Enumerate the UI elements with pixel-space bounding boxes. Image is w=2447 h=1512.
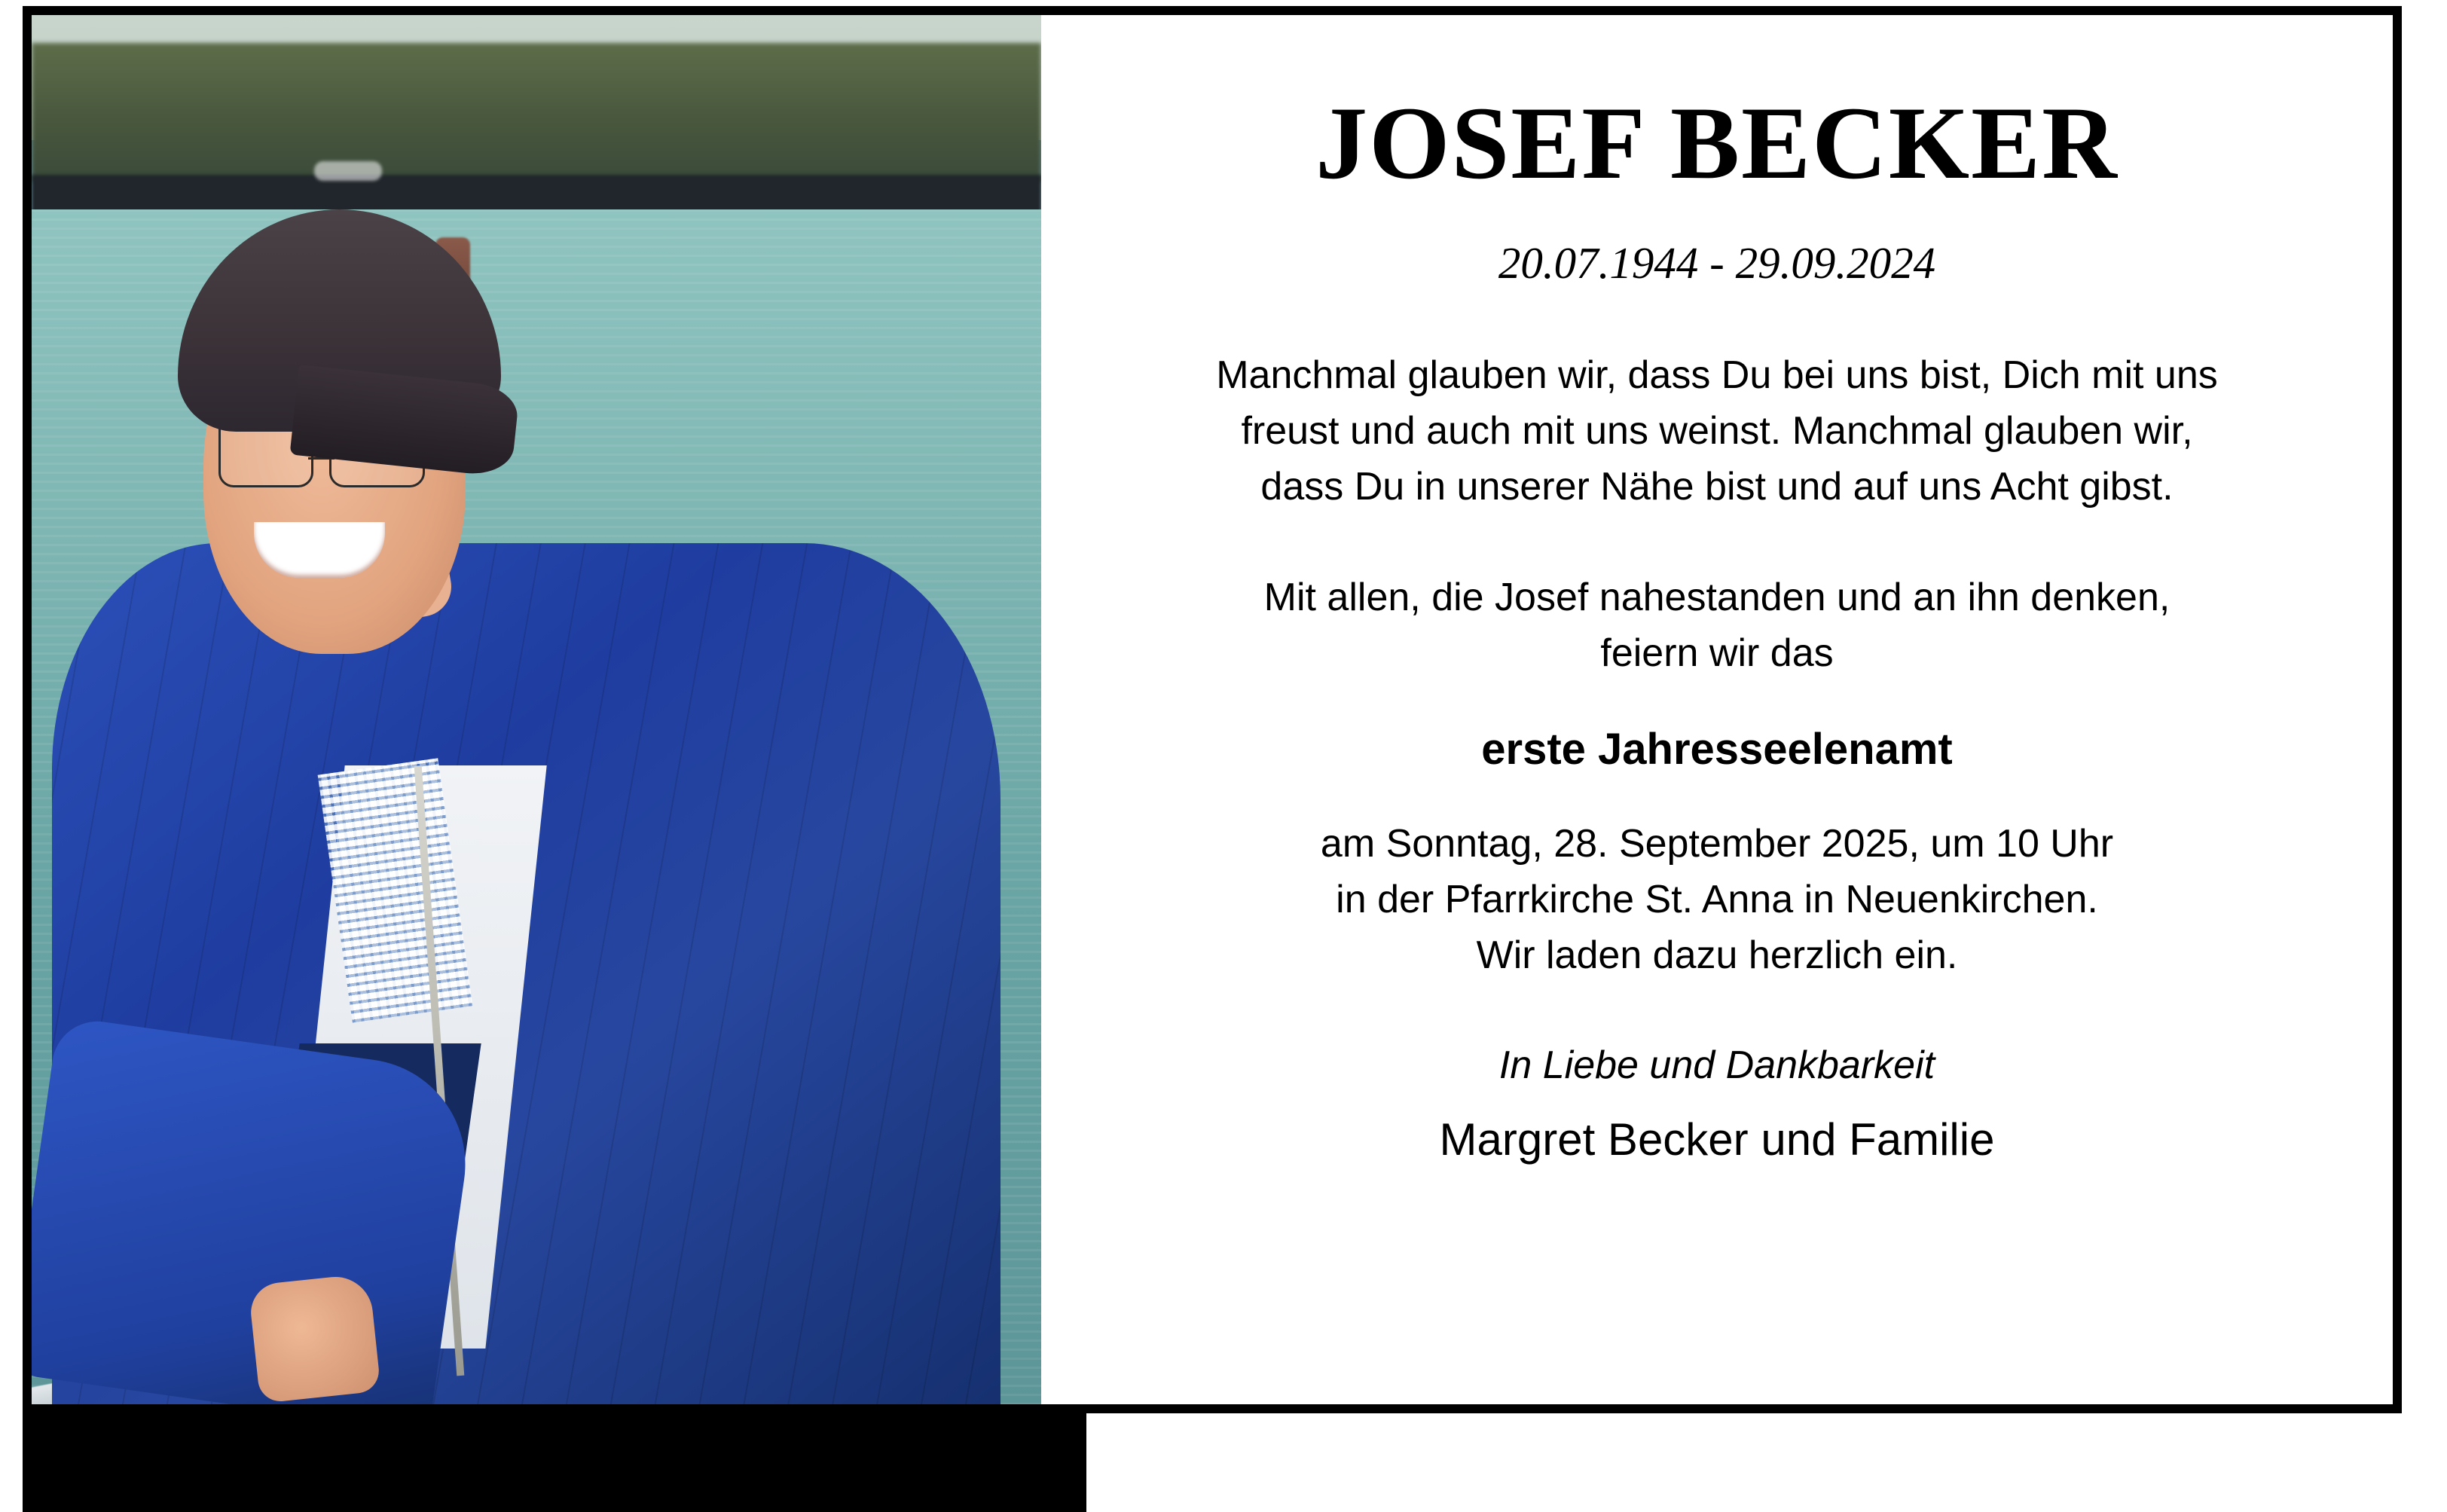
- family-signature: Margret Becker und Familie: [1439, 1113, 1995, 1165]
- memorial-verse: [1101, 348, 2332, 515]
- verse-line: Manchmal glauben wir, dass Du bei uns bist, Dich mit uns: [1216, 353, 2218, 397]
- life-dates: 20.07.1944 - 29.09.2024: [1498, 237, 1936, 288]
- service-title: erste Jahresseelenamt: [1481, 725, 1953, 774]
- portrait-photo: [32, 15, 1041, 1404]
- memorial-card: [32, 15, 2393, 1404]
- service-detail-line: in der Pfarrkirche St. Anna in Neuenkirchen.: [1336, 877, 2098, 921]
- service-details: [1101, 817, 2332, 983]
- verse-line: dass Du in unserer Nähe bist und auf uns Acht gibst.: [1260, 464, 2174, 509]
- person-smile: [254, 522, 385, 578]
- memorial-card-frame: [23, 6, 2402, 1413]
- verse-line: freust und auch mit uns weinst. Manchmal glauben wir,: [1241, 408, 2193, 453]
- photo-person: [32, 15, 1041, 1404]
- invitation-line: Mit allen, die Josef nahestanden und an ihn denken,: [1263, 576, 2171, 620]
- service-detail-line: am Sonntag, 28. September 2025, um 10 Uhr: [1320, 822, 2114, 866]
- memorial-text-column: [1041, 15, 2393, 1404]
- bottom-black-band: [23, 1413, 1086, 1512]
- invitation-line: feiern wir das: [1600, 631, 1834, 676]
- person-hand: [248, 1273, 380, 1404]
- invitation-text: [1101, 570, 2332, 682]
- service-detail-line: Wir laden dazu herzlich ein.: [1476, 933, 1958, 977]
- closing-dedication: In Liebe und Dankbarkeit: [1498, 1043, 1935, 1087]
- deceased-name: JOSEF BECKER: [1315, 85, 2119, 200]
